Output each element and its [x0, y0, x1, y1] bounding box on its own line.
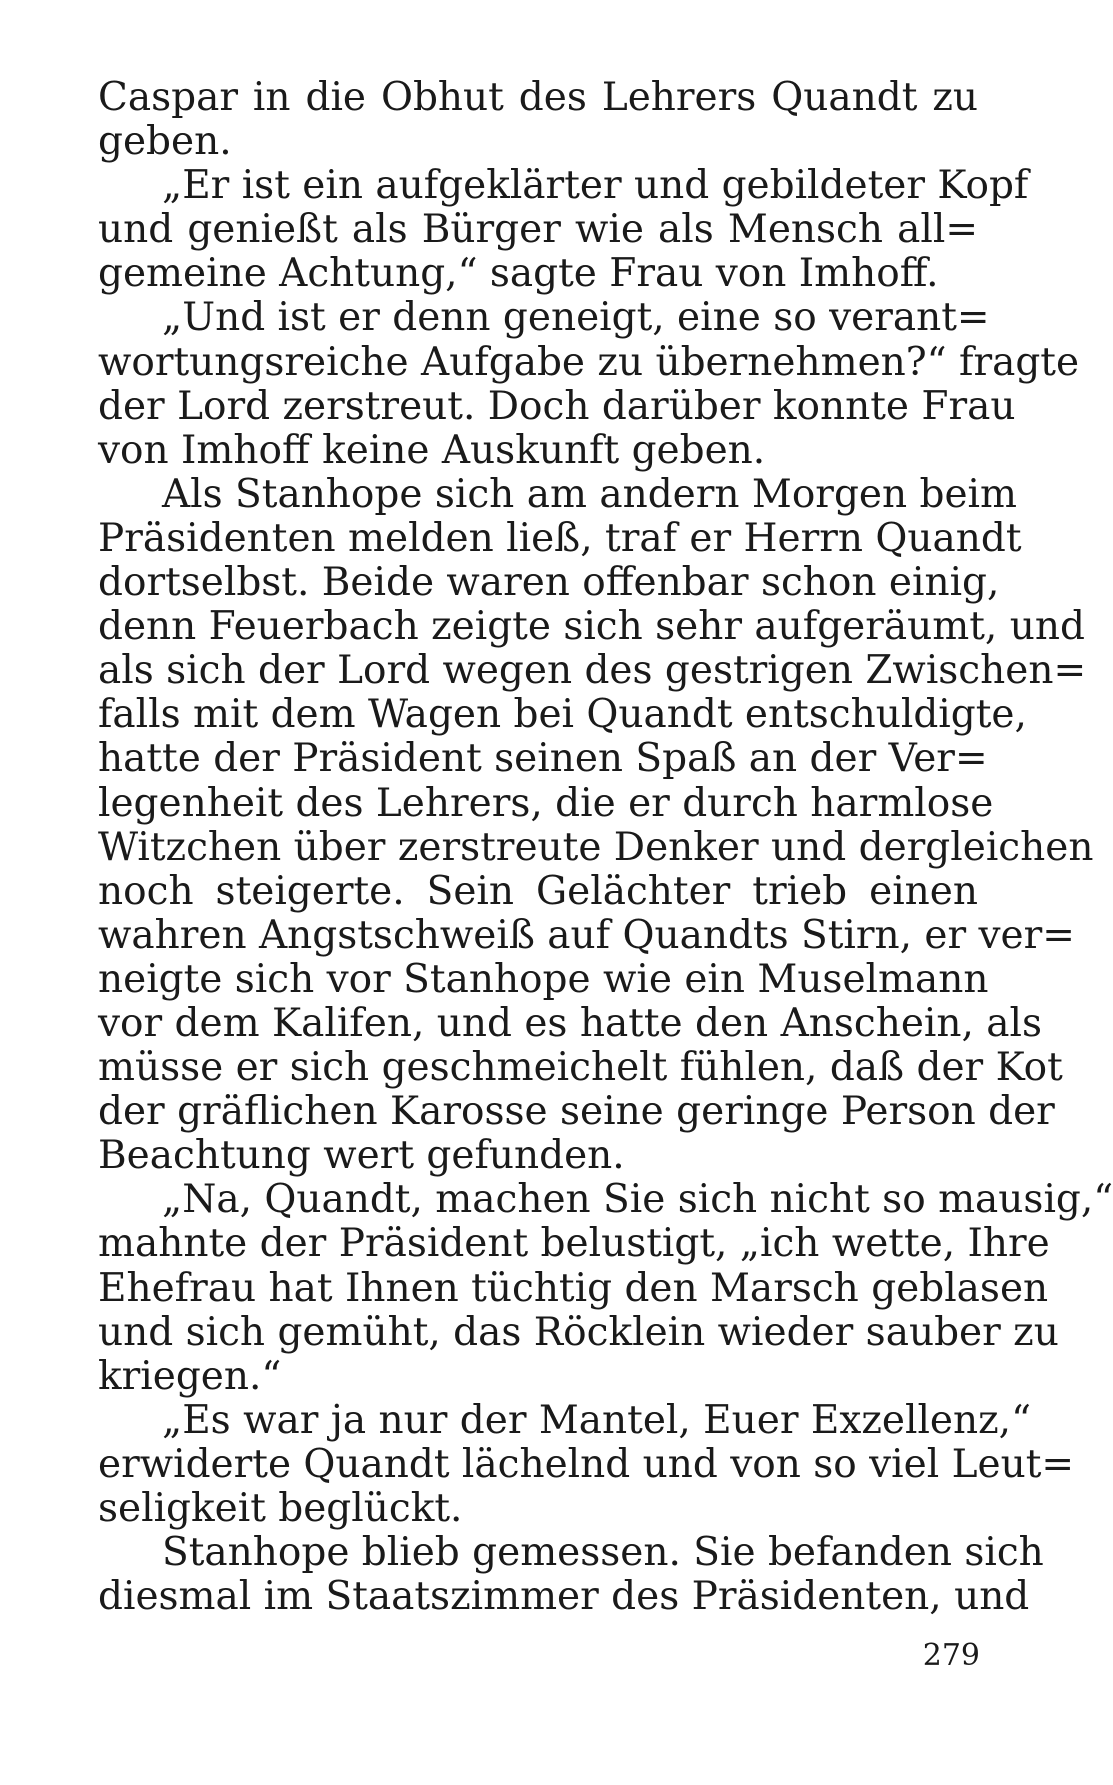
text-line: als sich der Lord wegen des gestrigen Zwischen= — [98, 648, 1087, 694]
text-line: vor dem Kalifen, und es hatte den Anschein, als — [98, 1000, 1043, 1046]
page-number: 279 — [922, 1638, 980, 1673]
text-line: „Er ist ein aufgeklärter und gebildeter Kopf — [162, 163, 1029, 209]
text-line: gemeine Achtung,“ sagte Frau von Imhoff. — [98, 251, 939, 297]
text-line: dortselbst. Beide waren offenbar schon einig, — [98, 560, 1000, 606]
text-line: der gräflichen Karosse seine geringe Person der — [98, 1089, 1055, 1135]
text-line: und sich gemüht, das Röcklein wieder sauber zu — [98, 1309, 1059, 1355]
text-line: „Und ist er denn geneigt, eine so verant= — [162, 295, 990, 341]
body-text — [98, 75, 1113, 1620]
text-line: und genießt als Bürger wie als Mensch all= — [98, 207, 978, 253]
text-line: erwiderte Quandt lächelnd und von so viel Leut= — [98, 1441, 1075, 1487]
text-line: mahnte der Präsident belustigt, „ich wette, Ihre — [98, 1221, 1050, 1267]
text-line: „Na, Quandt, machen Sie sich nicht so mausig,“ — [162, 1177, 1113, 1223]
text-line: müsse er sich geschmeichelt fühlen, daß der Kot — [98, 1045, 1063, 1091]
text-line: kriegen.“ — [98, 1353, 282, 1399]
text-line: neigte sich vor Stanhope wie ein Muselmann — [98, 956, 989, 1002]
text-line: noch steigerte. Sein Gelächter trieb einen — [98, 868, 978, 914]
text-line: Präsidenten melden ließ, traf er Herrn Quandt — [98, 515, 1022, 561]
text-line: seligkeit beglückt. — [98, 1486, 463, 1531]
text-line: von Imhoff keine Auskunft geben. — [98, 427, 766, 473]
text-line: denn Feuerbach zeigte sich sehr aufgeräumt, und — [98, 604, 1085, 650]
text-line: Ehefrau hat Ihnen tüchtig den Marsch geblasen — [98, 1265, 1049, 1311]
text-line: der Lord zerstreut. Doch darüber konnte Frau — [98, 383, 1016, 429]
text-line: wortungsreiche Aufgabe zu übernehmen?“ fragte — [98, 339, 1080, 385]
text-line: „Es war ja nur der Mantel, Euer Exzellenz,“ — [162, 1397, 1032, 1443]
text-line: Caspar in die Obhut des Lehrers Quandt zu — [98, 75, 978, 120]
text-line: Stanhope blieb gemessen. Sie befanden sich — [162, 1530, 1044, 1576]
text-line: wahren Angstschweiß auf Quandts Stirn, er ver= — [98, 912, 1075, 958]
text-line: Witzchen über zerstreute Denker und dergleichen — [98, 824, 1094, 870]
text-line: diesmal im Staatszimmer des Präsidenten, und — [98, 1574, 1030, 1620]
text-line: Beachtung wert gefunden. — [98, 1133, 625, 1179]
text-line: falls mit dem Wagen bei Quandt entschuldigte, — [98, 692, 1027, 738]
text-line: geben. — [98, 119, 232, 165]
text-line: Als Stanhope sich am andern Morgen beim — [162, 471, 1018, 517]
text-line: legenheit des Lehrers, die er durch harmlose — [98, 780, 994, 826]
text-line: hatte der Präsident seinen Spaß an der Ver= — [98, 736, 988, 782]
